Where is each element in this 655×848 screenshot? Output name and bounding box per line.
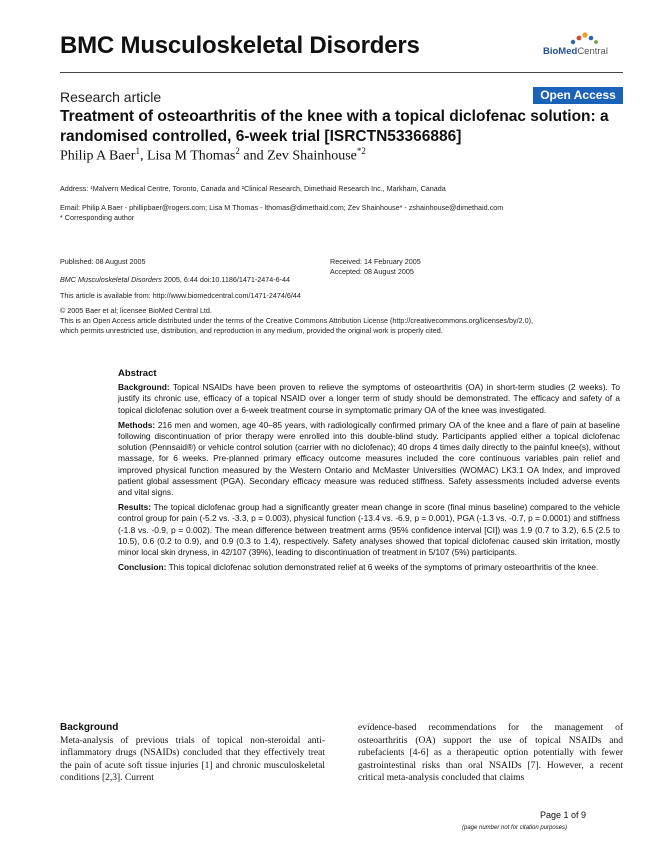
abstract-section (118, 368, 620, 577)
abstract-results: Results: The topical diclofenac group had a significantly greater mean change in score (final minus baseline) compared to the vehicle control group for pain (-5.2 vs. -3.3, p = 0.003), physical function (-13.4 vs. -6.9, p = 0.001), PGA (-1.3 vs. -0.7, p = 0.0001) and stiffness (-1.8 vs. -0.9, p = 0.002). The mean difference between treatment arms (95% confidence interval [CI]) was 1.9 (0.7 to 3.2), 6.5 (2.5 to 10.5), 0.6 (0.2 to 0.9), and 0.9 (0.3 to 1.4), respectively. Safety analyses showed that topical diclofenac caused skin irritation, mostly minor local skin dryness, in 42/107 (39%), leading to discontinuation of treatment in 5/107 (5%) participants. (118, 502, 620, 558)
logo-dots-icon (569, 30, 599, 46)
article-type: Research article (60, 89, 162, 105)
biomed-central-logo[interactable] (543, 30, 623, 64)
abstract-conclusion: Conclusion: This topical diclofenac solution demonstrated relief at 6 weeks of the symptoms of primary osteoarthritis of the knee. (118, 562, 599, 573)
corresponding-author-note: * Corresponding author (60, 213, 135, 222)
article-url-line[interactable]: This article is available from: http://www.biomedcentral.com/1471-2474/6/44 (60, 291, 301, 300)
license-line[interactable]: This is an Open Access article distributed under the terms of the Creative Commons Attribution License (http://creativecommons.org/licenses/by/2.0), (60, 316, 533, 325)
address-line: Address: ¹Malvern Medical Centre, Toronto, Canada and ²Clinical Research, Dimethaid Research Inc., Markham, Canada (60, 184, 446, 193)
author-name[interactable]: Zev Shainhouse (267, 148, 357, 164)
article-title: Treatment of osteoarthritis of the knee with a topical diclofenac solution: a randomised controlled, 6-week trial [ISRCTN53366886] (60, 108, 609, 145)
abstract-background: Background: Topical NSAIDs have been proven to relieve the symptoms of osteoarthritis (OA) in short-term studies (2 weeks). To justify its chronic use, efficacy of a topical NSAID over a longer term of study should be demonstrated. The efficacy and safety of a topical diclofenac solution over a 6-week treatment course in symptomatic primary OA of the knee was investigated. (118, 382, 620, 415)
author-affiliation: 2 (235, 146, 240, 156)
page-number-note: (page number not for citation purposes) (462, 825, 568, 831)
page-number: Page 1 of 9 (540, 810, 587, 820)
email-line[interactable]: Email: Philip A Baer - phillipbaer@rogers.com; Lisa M Thomas - lthomas@dimethaid.com; Zev Shainhouse* - zshainhouse@dimethaid.com (60, 203, 504, 212)
author-name[interactable]: Philip A Baer (60, 148, 136, 164)
author-list (60, 146, 366, 165)
author-affiliation: 1 (135, 146, 140, 156)
abstract-heading: Abstract (118, 368, 157, 379)
copyright-line: © 2005 Baer et al; licensee BioMed Central Ltd. (60, 306, 212, 315)
section-heading: Background (60, 722, 119, 733)
body-paragraph: Meta-analysis of previous trials of topical non-steroidal anti-inflammatory drugs (NSAIDs) concluded that they effectively treat the pain of acute soft tissue injuries [1] and chronic musculoskeletal conditions [2,3]. Current (60, 735, 325, 783)
author-separator: , (139, 148, 147, 164)
journal-title: BMC Musculoskeletal Disorders (60, 32, 420, 59)
header-rule (60, 72, 623, 73)
license-line-2: which permits unrestricted use, distribution, and reproduction in any medium, provided the original work is properly cited. (60, 326, 443, 335)
body-paragraph-continued: evidence-based recommendations for the management of osteoarthritis (OA) support the use of topical NSAIDs and rubefacients [4-6] as a therapeutic option potentially with fewer gastrointestinal risks than oral NSAIDs [7]. However, a recent critical meta-analysis concluded that claims (358, 723, 623, 783)
author-separator: and (239, 148, 268, 164)
received-date: Received: 14 February 2005 (330, 257, 421, 266)
citation-line: BMC Musculoskeletal Disorders 2005, 6:44 doi:10.1186/1471-2474-6-44 (60, 275, 291, 284)
author-affiliation: *2 (356, 146, 366, 156)
abstract-methods: Methods: 216 men and women, age 40–85 years, with radiologically confirmed primary OA of the knee and a flare of pain at baseline following discontinuation of prior therapy were enrolled into this double-blind study. Participants applied either a topical diclofenac solution (Pennsaid®) or vehicle control solution (carrier with no diclofenac); 40 drops 4 times daily directly to the painful knee(s), without massage, for 6 weeks. Pre-planned primary efficacy outcome measures included the core continuous variables pain relief and improved physical function measured by the Western Ontario and McMaster Universities (WOMAC) LK3.1 OA Index, and improved patient global assessment (PGA). Secondary efficacy measure was reduced stiffness. Safety assessments included adverse events and vital signs. (118, 419, 620, 498)
author-name[interactable]: Lisa M Thomas (146, 148, 236, 164)
logo-text: BioMedCentral (543, 46, 608, 57)
accepted-date: Accepted: 08 August 2005 (330, 267, 414, 276)
open-access-badge: Open Access (533, 87, 623, 104)
body-right-column (358, 722, 623, 785)
published-date: Published: 08 August 2005 (60, 257, 146, 266)
body-left-column (60, 722, 325, 785)
